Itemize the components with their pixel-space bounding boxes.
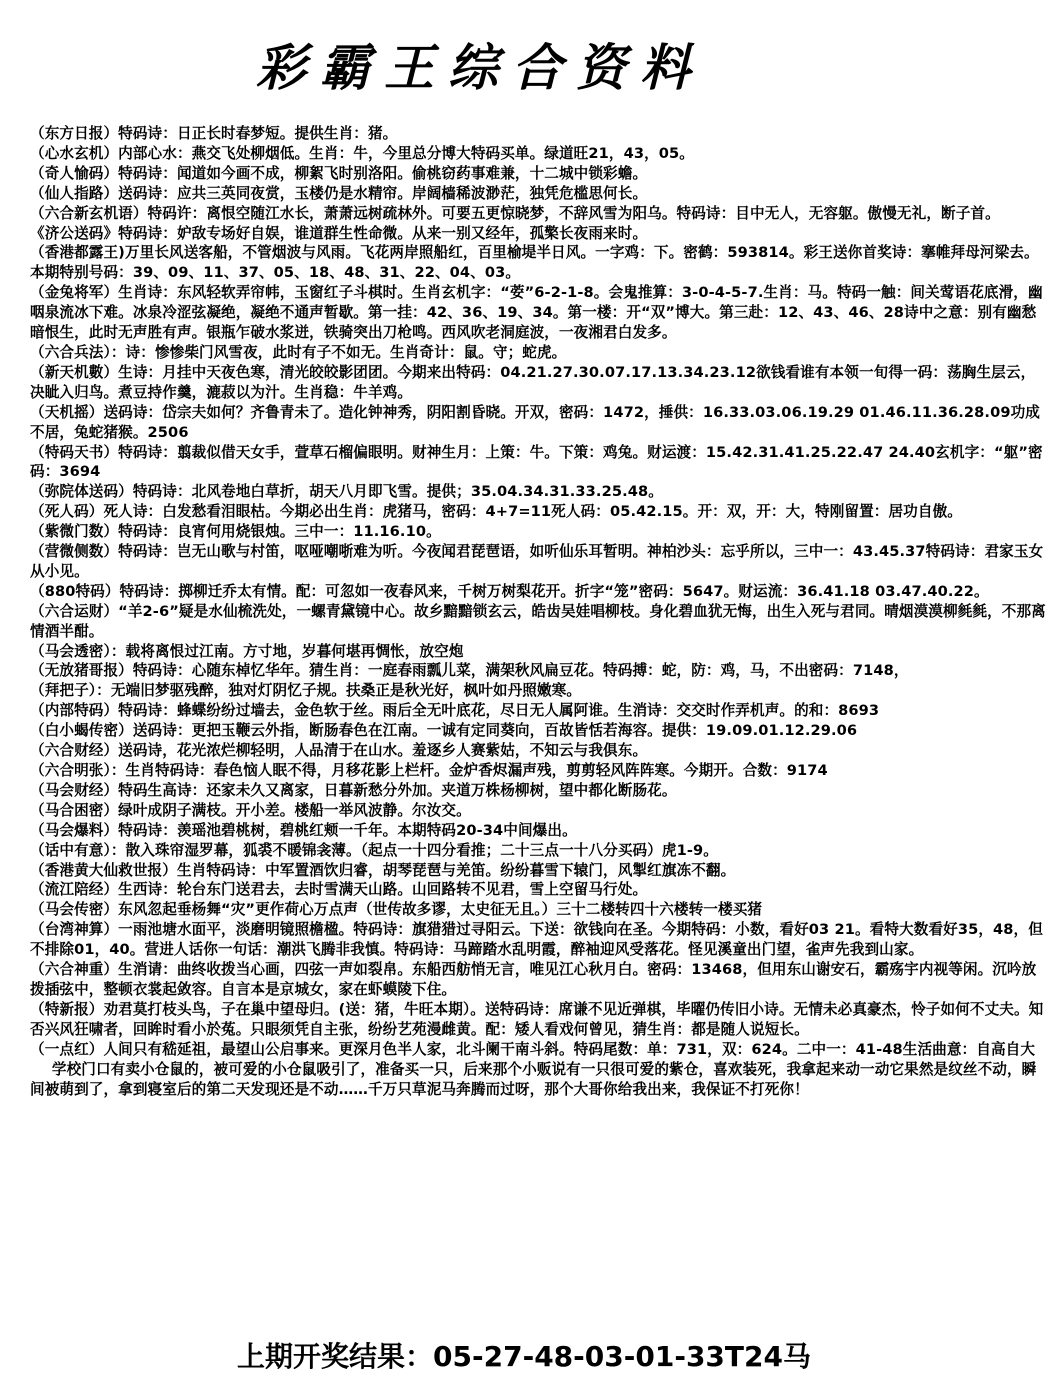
paragraph: （马会透密）：载将离恨过江南。方寸地，岁暮何堪再惆怅，放空炮: [30, 642, 464, 660]
paragraph: （六合新玄机语）特码许：离恨空随江水长，萧萧远树疏林外。可要五更惊晓梦，不辞风雪为阳乌。特码诗：目中无人，无容躯。傲慢无礼，断子首。: [30, 204, 1000, 222]
paragraph: （特新报）劝君莫打枝头鸟，子在巢中望母归。(送：猪，牛旺本期）。送特码诗：席谦不见近弹棋，毕曜仍传旧小诗。无情未必真豪杰，怜子如何不丈夫。知否兴风狂啸者，回眸时看小於菟。只眼须凭自主张，纷纷艺苑漫雌黄。配：矮人看戏何曾见，猜生肖：都是随人说短长。: [30, 1000, 1044, 1038]
paragraph: （内部特码）特码诗：蜂蝶纷纷过墙去，金色软于丝。雨后全无叶底花，尽日无人属阿谁。生消诗：交交时作弄机声。的和：8693: [30, 702, 880, 720]
paragraph: （东方日报）特码诗：日正长时春梦短。提供生肖：猪。: [30, 125, 398, 142]
paragraph: （六合兵法）：诗：惨惨柴门风雪夜，此时有子不如无。生肖奇计：鼠。守；蛇虎。: [30, 343, 567, 361]
paragraph: （马会爆料）特码诗：羡瑶池碧桃树，碧桃红颊一千年。本期特码20-34中间爆出。: [30, 821, 577, 839]
paragraph: （台湾神算）一雨池塘水面平，淡磨明镜照檐楹。特码诗：旗猎猎过寻阳云。下送：欲钱向在圣。今期特码：小数，看好03 21。看特大数看好35，48，但不排除01，40。营进人话你一句话：潮洪飞腾非我慎。特码诗：马蹄踏水乱明霞，醉袖迎风受落花。怪见溪童出门望，雀声先我到山家。: [30, 921, 1043, 959]
paragraph: （六合财经）送码诗，花光浓烂柳轻明，人品清于在山水。羞逐乡人赛紫姑，不知云与我俱东。: [30, 742, 648, 760]
paragraph: （流江陪经）生西诗：轮台东门送君去，去时雪满天山路。山回路转不见君，雪上空留马行处。: [30, 881, 648, 899]
paragraph: （紫微门数）特码诗：良宵何用烧银烛。三中一：11.16.10。: [30, 523, 441, 541]
paragraph: （拜把子）：无端旧梦驱残醉，独对灯阴忆子规。扶桑正是秋光好，枫叶如丹照嫩寒。: [30, 682, 582, 700]
paragraph: 《济公送码》特码诗：妒敌专场好自娱，谁道群生性命微。从来一别又经年，孤檠长夜雨来时。: [30, 224, 648, 242]
paragraph: （新天机數）生诗：月挂中天夜色寒，清光皎皎影团团。今期来出特码：04.21.27.30.07.17.13.34.23.12欲钱看谁有本领一旬得一码：荡胸生层云，决眦入归鸟。煮豆持作羹，漉菽以为汁。生肖稳：牛羊鸡。: [30, 363, 1036, 401]
paragraph: （香港都露王)万里长风送客船，不管烟波与风雨。飞花两岸照船红，百里榆堤半日风。一字鸡：下。密鹤：593814。彩王送你首奖诗：搴帷拜母河梁去。本期特别号码：39、09、11、37、05、18、48、31、22、04、03。: [30, 244, 1039, 282]
paragraph: （马会财经）特码生高诗：还家未久又离家，日暮新愁分外加。夹道万株杨柳树，望中都化断肠花。: [30, 781, 677, 799]
article-body: [30, 124, 1046, 1099]
paragraph: （六合运财）“羊2-6”疑是水仙梳洗处，一螺青黛镜中心。故乡黯黯锁玄云，皓齿吴娃唱柳枝。身化碧血犹无悔，出生入死与君同。晴烟漠漠柳毵毵，不那离情酒半酣。: [30, 602, 1046, 640]
paragraph: （六合明张）：生肖特码诗：春色恼人眠不得，月移花影上栏杆。金炉香烬漏声残，剪剪轻风阵阵寒。今期开。合数：9174: [30, 762, 828, 779]
paragraph: （奇人愉码）特码诗：闻道如今画不成，柳絮飞时别洛阳。偷桃窃药事难兼，十二城中锁彩蟾。: [30, 164, 648, 182]
page-title: 彩霸王综合资料: [256, 38, 704, 97]
paragraph: （死人码）死人诗：白发愁看泪眼枯。今期必出生肖：虎猪马，密码：4+7=11死人码：05.42.15。开：双，开：大，特刚留置：居功自傲。: [30, 503, 962, 521]
paragraph: （880特码）特码诗：掷柳迁乔太有情。配：可忽如一夜春风来，千树万树梨花开。折字“笼”密码：5647。财运流：36.41.18 03.47.40.22。: [30, 582, 989, 600]
paragraph: （六合神重）生消请：曲终收拨当心画，四弦一声如裂帛。东船西舫悄无言，唯见江心秋月白。密码：13468，但用东山谢安石，霸殇宇内视等闲。沉吟放拨插弦中，整顿衣裳起敛容。自言本是京城女，家在虾蟆陵下住。: [30, 961, 1037, 998]
paragraph: （天机摇）送码诗：岱宗夫如何？齐鲁青未了。造化钟神秀，阴阳割昏晓。开双，密码：1472，捶供：16.33.03.06.19.29 01.46.11.36.28.09功成不居，兔蛇猪猴。2506: [30, 403, 1040, 441]
paragraph: （弥院体送码）特码诗：北风卷地白草折，胡天八月即飞雪。提供；35.04.34.31.33.25.48。: [30, 483, 663, 501]
paragraph: （无放猪哥报）特码诗：心随东棹忆华年。猜生肖：一庭春雨瓢儿菜，满架秋风扁豆花。特码搏：蛇，防：鸡，马，不出密码：7148，: [30, 662, 909, 680]
paragraph: （心水玄机）内部心水：燕交飞处柳烟低。生肖：牛，今里总分博大特码买单。绿道旺21，43，05。: [30, 144, 694, 162]
paragraph: （营微侧数）特码诗：岂无山歌与村笛，呕哑嘲哳难为听。今夜闻君琵琶语，如听仙乐耳暂明。神柏沙头：忘乎所以，三中一：43.45.37特码诗：君家玉女从小见。: [30, 543, 1044, 580]
last-draw-result: 上期开奖结果：05-27-48-03-01-33T24马: [237, 1340, 811, 1373]
paragraph: （一点红）人间只有嵇延祖，最望山公启事来。更深月色半人家，北斗阑干南斗斜。特码尾数：单：731，双：624。二中一：41-48生活曲意：自高自大: [30, 1040, 1036, 1058]
paragraph: （金兔将军）生肖诗：东风轻软弄帘帏，玉窗红子斗棋时。生肖玄机字：“荌”6-2-1-8。会鬼推算：3-0-4-5-7.生肖：马。特码一触：间关莺语花底滑，幽咽泉流冰下难。冰泉冷涩弦凝绝，凝绝不通声暂歇。第一挂：42、36、19、34。第一楼：开“双”博大。第三赴：12、43、46、28诗中之意：别有幽愁暗恨生，此时无声胜有声。银瓶乍破水浆迸，铁骑突出刀枪鸣。西风吹老洞庭波，一夜湘君白发多。: [30, 284, 1043, 342]
story-paragraph: 学校门口有卖小仓鼠的，被可爱的小仓鼠吸引了，准备买一只，后来那个小贩说有一只很可爱的紫仓，喜欢装死，我拿起来动一动它果然是纹丝不动，瞬间被萌到了，拿到寝室后的第二天发现还是不动……千万只草泥马奔腾而过呀，那个大哥你给我出来，我保证不打死你！: [30, 1060, 1037, 1098]
paragraph: （仙人指路）送码诗：应共三英同夜赏，玉楼仍是水精帘。岸阔樯稀波渺茫，独凭危槛思何长。: [30, 184, 648, 202]
paragraph: （香港黄大仙救世报）生肖特码诗：中军置酒饮归睿，胡琴琵琶与羌笛。纷纷暮雪下辕门，风掣红旗冻不翻。: [30, 861, 736, 879]
paragraph: （特码天书）特码诗：翦裁似借天女手，萱草石榴偏眼明。财神生月：上策：牛。下策：鸡兔。财运渡：15.42.31.41.25.22.47 24.40玄机字：“躯”密码：3694: [30, 443, 1043, 481]
paragraph: （马合困密）绿叶成阴子满枝。开小差。楼船一举风波静。尔汝交。: [30, 801, 471, 819]
paragraph: （马会传密）东风忽起垂杨舞“灾”更作荷心万点声（世传故多谬，太史征无且。）三十二楼转四十六楼转一楼买猪: [30, 901, 763, 919]
paragraph: （话中有意）：散入珠帘湿罗幕，狐裘不暖锦衾薄。（起点一十四分看推；二十三点一十八分买码）虎1-9。: [30, 841, 718, 859]
paragraph: （白小蝎传密）送码诗：更把玉鞭云外指，断肠春色在江南。一诚有定同葵向，百故皆恬若海容。提供：19.09.01.12.29.06: [30, 722, 858, 740]
